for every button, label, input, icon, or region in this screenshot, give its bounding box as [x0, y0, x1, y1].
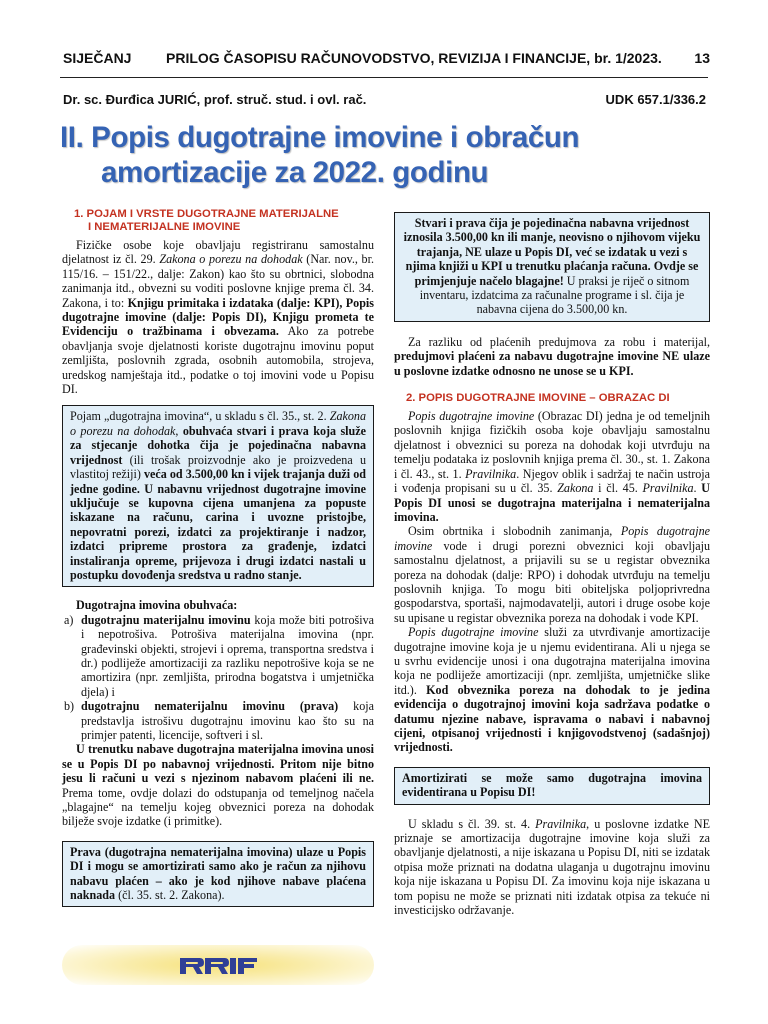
text-run: Za razliku od plaćenih predujmova za robu i materijal,	[408, 334, 710, 349]
paragraph-advances	[394, 335, 710, 378]
bold-run: predujmovi plaćeni za nabavu dugotrajne imovine NE ulaze u poslovne izdatke odnosno ne unose se u KPI.	[394, 349, 710, 378]
paragraph-depreciation-purpose	[394, 625, 710, 755]
text-run: (Nar. nov., br. 115/16. – 151/22., dalje: Zakon) kao što su obrtnici, slobodna zanimanja itd., obvezni su voditi poslovne knjige prema čl. 34. Zakona, i to:	[62, 252, 374, 310]
bold-run: Kod obveznika poreza na dohodak to je jedina evidencija o dugotrajnoj imovini koja sadržava podatke o datumu njezine nabave, ispravama o nabavi i nabavnoj cijeni, otpisanoj vrijednosti i knjigovodstvenoj (sadašnjoj) vrijednosti.	[394, 682, 710, 755]
bold-run: U Popis DI unosi se dugotrajna materijalna i nematerijalna imovina.	[394, 481, 710, 524]
paragraph-other-taxpayers	[394, 524, 710, 625]
text-run: (čl. 35. st. 2. Zakona).	[115, 888, 225, 903]
depreciation-note-box	[394, 767, 710, 805]
section-1-heading-line-2: I NEMATERIJALNE IMOVINE	[88, 221, 241, 233]
right-column	[394, 212, 710, 917]
definition-text	[70, 409, 366, 582]
italic-run: Popis dugotrajne imovine	[394, 524, 710, 553]
bold-run: veća od 3.500,00 kn i vijek trajanja duži od jedne godine.	[70, 467, 366, 496]
text-run: koja može biti potrošiva i nepotrošiva. Potrošiva materijalna imovina (npr. građevinski objekti, strojevi i oprema, transportna sredstva i dr.) podliježe amortizaciji za razliku nepotrošive koja se ne amortizira (npr. zemljišta, prirodna bogatstva i umjetnička djela) i	[81, 612, 374, 699]
bold-run: obuhvaća stvari i prava koja služe za stjecanje dohotka čija je pojedinačna nabavna vrijednost	[70, 423, 366, 467]
paragraph-intro	[62, 238, 374, 396]
running-header	[0, 50, 768, 72]
text-run: U praksi je riječ o sitnom inventaru, izdatcima za računalne programe i sl. čija je nabavna cijena do 3.500,00 kn.	[419, 273, 690, 317]
italic-run: Zakona o porezu na dohodak	[70, 409, 367, 438]
italic-run: Pravilnika	[642, 481, 694, 496]
italic-run: Zakona	[557, 481, 594, 496]
author-name: Dr. sc. Đurđica JURIĆ, prof. struč. stud. i ovl. rač.	[63, 92, 367, 107]
article-title	[60, 120, 720, 190]
bold-run: U nabavnu vrijednost dugotrajne imovine uključuje se kupovna cijena umanjena za popuste iskazane na računu, carina i uvozne pristojbe, nepovratni porezi, izdatci za projektiranje i nadzor, izdatci pripreme prostora za građenje, izdatci instaliranja opreme, prijevoza i drugi izdatci nastali u postupku dovođenja sredstva u radno stanje.	[70, 481, 366, 582]
text-run: , u poslovne izdatke NE priznaje se amortizacija dugotrajne imovine koja služi za obavljanje djelatnosti, a nije iskazana u Popisu DI, niti se izdatak otpisa može priznati na dodatna ulaganja u dugotrajnu imovinu koja nije iskazana u Popisu DI. Za imovinu koja nije iskazana u tom popisu ne može se priznati niti izdatak otpisa za tekuće ni investicijsko održavanje.	[394, 816, 710, 918]
text-run: i čl. 45.	[593, 481, 643, 496]
section-2-heading: 2. POPIS DUGOTRAJNE IMOVINE – OBRAZAC DI	[406, 392, 670, 405]
page-number: 13	[694, 50, 710, 66]
udk-code: UDK 657.1/336.2	[605, 92, 706, 107]
header-month: SIJEČANJ	[63, 50, 132, 66]
header-publication: PRILOG ČASOPISU RAČUNOVODSTVO, REVIZIJA I FINANCIJE, br. 1/2023.	[166, 50, 662, 66]
italic-run: Zakona o porezu na dohodak	[159, 252, 303, 267]
bold-run: dugotrajnu materijalnu imovinu	[81, 612, 251, 627]
text-run: koja predstavlja istrošivu dugotrajnu imovinu kao što su na primjer patenti, licencije, softveri i sl.	[81, 699, 374, 742]
bold-run: U trenutku nabave dugotrajna materijalna imovina unosi se u Popis DI po nabavnoj vrijednosti. Pritom nije bitno jesu li računi u vezi s njezinom nabavom plaćeni ili ne.	[62, 742, 374, 786]
rights-text	[70, 845, 366, 903]
list-item-b	[62, 699, 374, 742]
bold-run: Amortizirati se može samo dugotrajna imovina evidentirana u Popisu DI!	[402, 770, 702, 800]
title-line-2: amortizacije za 2022. godinu	[101, 156, 489, 189]
italic-run: Pravilnika	[465, 466, 517, 481]
text-run: Fizičke osobe koje obavljaju registriranu samostalnu djelatnost iz čl. 29.	[62, 238, 374, 267]
list-marker: a)	[64, 612, 74, 627]
text-run: . Njegov oblik i sadržaj te način ustroja i vođenja propisani su u čl. 35.	[394, 466, 711, 496]
small-inventory-text	[402, 216, 702, 317]
text-run: služi za utvrđivanje amortizacije dugotrajne imovine koja je u njemu evidentirana. Ali u njega se u svrhu evidencije unosi i ona dugotrajna materijalna imovina koja ne podliježe amortizaciji (npr. zemljišta, umjetničke slike itd.).	[394, 625, 710, 697]
section-1-heading-line-1: 1. POJAM I VRSTE DUGOTRAJNE MATERIJALNE	[74, 208, 339, 220]
text-run: (ili trošak proizvodnje ako je proizvedena u vlastitoj režiji)	[70, 452, 366, 482]
depreciation-note-text	[402, 771, 702, 800]
bold-run: Dugotrajna imovina obuhvaća:	[76, 598, 238, 613]
paragraph-rule-39	[394, 817, 710, 918]
text-run: Osim obrtnika i slobodnih zanimanja,	[408, 524, 621, 539]
bold-run: Stvari i prava čija je pojedinačna nabavna vrijednost iznosila 3.500,00 kn ili manje, neovisno o njihovom vijeku trajanja, NE ulaze u Popis DI, već se izdatak u vezi s njima knjiži u KPI u trenutku plaćanja računa. Ovdje se primjenjuje načelo blagajne!	[403, 216, 701, 288]
bold-run: dugotrajnu nematerijalnu imovinu (prava)	[81, 699, 339, 714]
rights-box	[62, 841, 374, 908]
text-run: (Obrazac DI) jedna je od temeljnih poslovnih knjiga fizičkih osoba koje obavljaju samostalnu djelatnost i obveznici su poreza na dohodak koji utvrđuju na temelju podataka iz poslovnih knjiga prema čl. 30., st. 1. Zakona i čl. 43., st. 1.	[394, 409, 710, 481]
definition-box	[62, 405, 374, 587]
bold-run: Prava (dugotrajna nematerijalna imovina) ulaze u Popis DI i mogu se amortizirati samo ako je račun za njihovu nabavu plaćen – ako je kod njihove nabave plaćena naknada	[70, 844, 366, 903]
text-run: U skladu s čl. 39. st. 4.	[408, 816, 536, 831]
text-run: Ako za potrebe obavljanja svoje djelatnosti koriste dugotrajnu imovinu poput zemljišta, poslovnih zgrada, osobnih automobila, strojeva, uredskog namještaja itd., podatke o toj imovini vode u Popisu DI.	[62, 324, 375, 397]
text-run: Prema tome, ovdje dolazi do odstupanja od temeljnog načela „blagajne“ na temelju kojeg obveznici poreza na dohodak bilježe svoje izdatke (i primitke).	[62, 785, 374, 829]
bold-run: Knjigu primitaka i izdataka (dalje: KPI), Popis dugotrajne imovine (dalje: Popis DI), Knjigu prometa te Evidenciju o tražbinama i obvezama.	[62, 295, 374, 339]
section-1-heading	[62, 208, 374, 234]
left-column	[62, 208, 374, 907]
text-run: , u skladu s čl. 35., st. 2.	[209, 409, 330, 424]
paragraph-acquisition	[62, 742, 374, 828]
text-run: Pojam „dugotrajna imovina“	[70, 409, 210, 424]
title-line-1: II. Popis dugotrajne imovine i obračun	[60, 121, 580, 154]
italic-run: Popis dugotrajne imovine	[408, 625, 539, 640]
list-intro	[62, 598, 374, 612]
list-marker: b)	[64, 699, 75, 714]
paragraph-form-di	[394, 409, 710, 524]
italic-run: Popis dugotrajne imovine	[408, 409, 535, 424]
list-item-a	[62, 613, 374, 699]
rrif-logo	[178, 955, 258, 977]
text-run: ,	[175, 423, 183, 438]
text-run: .	[693, 481, 702, 496]
header-rule	[60, 77, 708, 78]
italic-run: Pravilnika	[535, 816, 587, 831]
small-inventory-box	[394, 212, 710, 322]
text-run: vode i drugi porezni obveznici koji obavljaju samostalnu djelatnost, a prijavili su se u registar obveznika poreza na dohodak (dalje: RPO) i dohodak utvrđuju na temelju poslovnih knjiga. To mogu biti obiteljska poljoprivredna gospodarstva, sportaši, najmodavatelji, autori i druge osobe koje su upisane u registar obveznika poreza na dohodak i vode KPI.	[394, 538, 710, 625]
